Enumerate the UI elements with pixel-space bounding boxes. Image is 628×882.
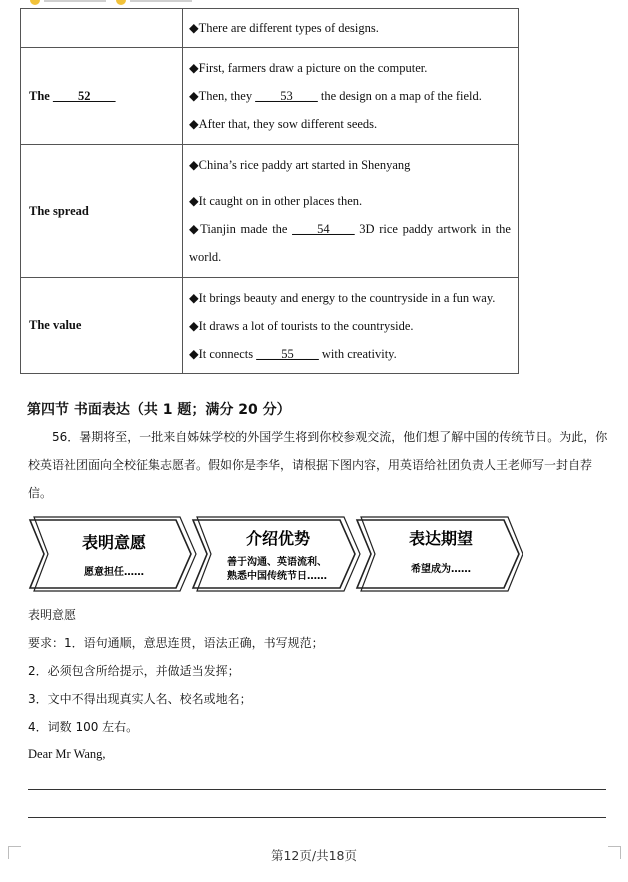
line-text: After that, they sow different seeds. — [198, 117, 378, 131]
bullet-line — [189, 14, 511, 42]
bullet-line — [189, 215, 511, 271]
bullet-line — [189, 54, 511, 82]
flow-step-sub: 希望成为…… — [411, 564, 471, 575]
row-content — [183, 48, 519, 145]
section-title: 第四节 书面表达（共 1 题；满分 20 分） — [27, 402, 291, 418]
line-text: the design on a map of the field. — [317, 89, 482, 103]
header-logos — [30, 0, 200, 6]
info-table — [20, 8, 519, 374]
answer-line — [28, 789, 606, 790]
requirement-item: 3．文中不得出现真实人名、校名或地名； — [28, 692, 252, 706]
flow-step-1 — [30, 517, 196, 591]
row-label — [21, 48, 183, 145]
logo-icon — [30, 0, 40, 5]
blank-53: ____53____ — [255, 89, 318, 103]
label-text: The — [29, 88, 53, 103]
row-content — [183, 9, 519, 48]
question-paragraph: 56．暑期将至，一批来自姊妹学校的外国学生将到你校参观交流，他们想了解中国的传统节日。为此，你校英语社团面向全校征集志愿者。假如你是李华，请根据下图内容，用英语给社团负责人王老师写一封自荐信。 — [28, 430, 608, 500]
table-row — [21, 278, 519, 374]
requirement-item: 2．必须包含所给提示，并做适当发挥； — [28, 664, 240, 678]
table-row — [21, 9, 519, 48]
row-content — [183, 278, 519, 374]
flow-step-title: 表明意愿 — [81, 533, 147, 552]
flow-diagram — [28, 514, 523, 592]
letter-salutation: Dear Mr Wang, — [28, 747, 106, 761]
page-footer: 第12页/共18页 — [270, 848, 358, 863]
line-text: There are different types of designs. — [198, 21, 379, 35]
diamond-bullet-icon: ◆ — [189, 318, 199, 333]
diamond-bullet-icon: ◆ — [189, 21, 199, 35]
row-content — [183, 145, 519, 278]
diamond-bullet-icon: ◆ — [189, 117, 199, 131]
flow-step-title: 表达期望 — [408, 529, 474, 548]
flow-step-sub: 善于沟通、英语流利、 — [227, 557, 327, 568]
requirements-label: 表明意愿 — [28, 608, 77, 622]
flow-step-3 — [357, 517, 523, 591]
requirement-item: 4．词数 100 左右。 — [28, 720, 139, 734]
line-text: First, farmers draw a picture on the computer. — [198, 61, 428, 75]
diamond-bullet-icon: ◆ — [189, 222, 201, 236]
diamond-bullet-icon: ◆ — [189, 61, 199, 75]
bullet-line — [189, 151, 511, 179]
blank-55: ____55____ — [256, 346, 319, 361]
logo-text-bar — [130, 0, 192, 2]
bullet-line — [189, 187, 511, 215]
bullet-line — [189, 340, 511, 368]
bullet-line — [189, 110, 511, 138]
flow-step-title: 介绍优势 — [245, 529, 311, 548]
blank-52: ____52____ — [52, 88, 116, 103]
flow-step-2 — [193, 517, 360, 591]
row-label: The value — [21, 278, 183, 374]
blank-54: ____54____ — [292, 222, 355, 236]
line-text: It draws a lot of tourists to the countryside. — [198, 318, 414, 333]
line-text: 3D rice paddy artwork in the world. — [189, 222, 511, 264]
line-text: It caught on in other places then. — [198, 194, 363, 208]
line-text: Then, they — [198, 89, 256, 103]
line-text: China’s rice paddy art started in Shenyang — [198, 158, 411, 172]
diamond-bullet-icon: ◆ — [189, 158, 199, 172]
requirement-item: 要求：1．语句通顺，意思连贯，语法正确，书写规范； — [28, 636, 324, 650]
line-text: It connects — [198, 346, 257, 361]
bullet-line — [189, 312, 511, 340]
flow-step-sub: 愿意担任…… — [84, 567, 144, 578]
diamond-bullet-icon: ◆ — [189, 89, 199, 103]
bullet-line — [189, 82, 511, 110]
diamond-bullet-icon: ◆ — [189, 290, 199, 305]
bullet-line — [189, 284, 511, 312]
line-text: It brings beauty and energy to the countryside in a fun way. — [198, 290, 496, 305]
flow-step-sub: 熟悉中国传统节日…… — [227, 571, 327, 582]
logo-icon — [116, 0, 126, 5]
table-row — [21, 48, 519, 145]
diamond-bullet-icon: ◆ — [189, 194, 199, 208]
diamond-bullet-icon: ◆ — [189, 346, 199, 361]
line-text: Tianjin made the — [200, 222, 293, 236]
table-row — [21, 145, 519, 278]
row-label — [21, 9, 183, 48]
line-text: with creativity. — [318, 346, 397, 361]
logo-text-bar — [44, 0, 106, 2]
answer-line — [28, 817, 606, 818]
row-label: The spread — [21, 145, 183, 278]
